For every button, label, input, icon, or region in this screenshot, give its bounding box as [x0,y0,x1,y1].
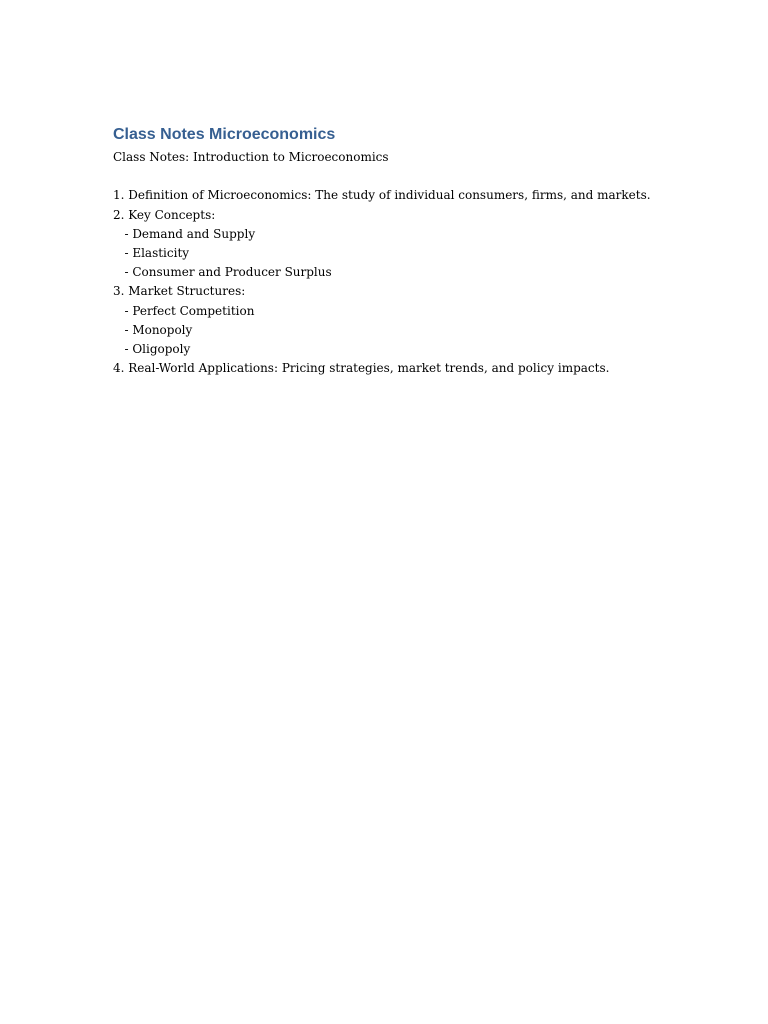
list-item-key-concepts: 2. Key Concepts: [113,207,216,222]
sub-item-perfect-competition: - Perfect Competition [113,303,255,318]
sub-item-demand-supply: - Demand and Supply [113,226,256,241]
sub-item-monopoly: - Monopoly [113,322,193,337]
list-item-definition: 1. Definition of Microeconomics: The study of individual consumers, firms, and markets. [113,188,651,203]
sub-item-surplus: - Consumer and Producer Surplus [113,265,332,280]
document-body [113,124,713,378]
sub-item-elasticity: - Elasticity [113,245,190,260]
list-item-applications: 4. Real-World Applications: Pricing strategies, market trends, and policy impacts. [113,361,610,376]
blank-line [113,167,713,186]
document-subtitle: Class Notes: Introduction to Microeconomics [113,150,389,164]
sub-item-oligopoly: - Oligopoly [113,341,191,356]
document-title: Class Notes Microeconomics [113,126,336,143]
list-item-market-structures: 3. Market Structures: [113,284,246,299]
